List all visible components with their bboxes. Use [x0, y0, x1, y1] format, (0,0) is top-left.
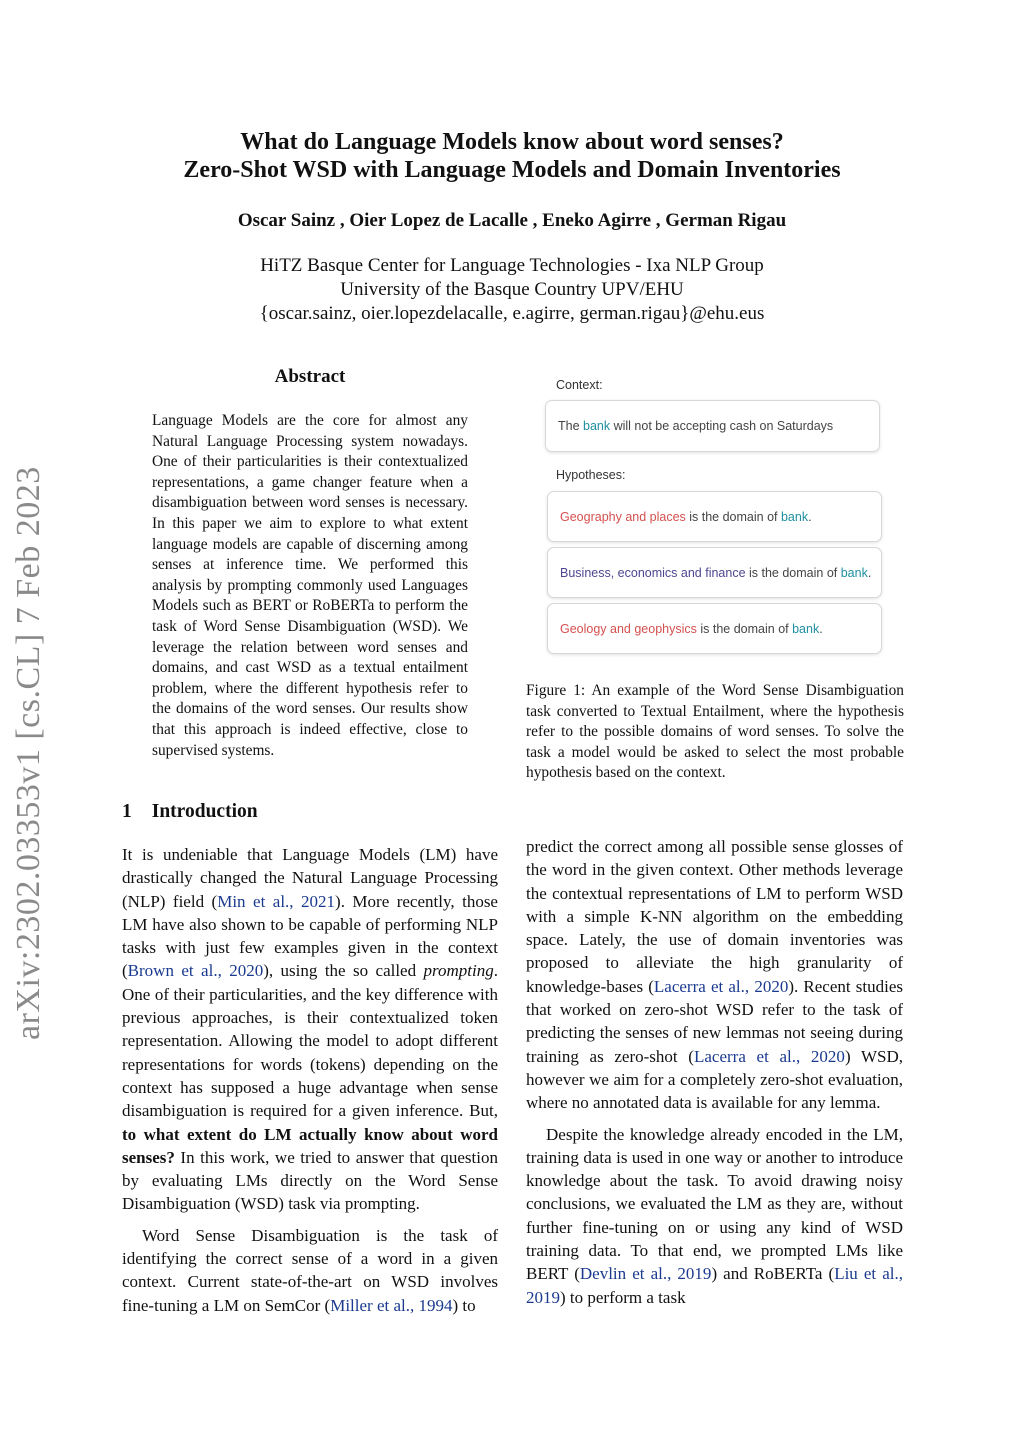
citation-link[interactable]: Lacerra et al., 2020	[653, 976, 789, 996]
section-heading	[122, 801, 258, 823]
context-label: Context:	[556, 378, 603, 392]
hypothesis-box	[547, 547, 882, 598]
hypothesis-domain: Business, economics and finance	[560, 565, 746, 580]
abstract-text: Language Models are the core for almost any Natural Language Processing system nowadays. One of their particularities is their contextualized representations, a game changer feature when a disambiguation between word senses is necessary. In this paper we aim to explore to what extent language models are capable of discerning among senses at inference time. We performed this analysis by prompting commonly used Languages Models such as BERT or RoBERTa to perform the task of Word Sense Disambiguation (WSD). We leverage the relation between word senses and domains, and cast WSD as a textual entailment problem, where the different hypothesis refer to the domains of the word senses. Our results show that this approach is indeed effective, close to supervised systems.	[152, 412, 468, 759]
hypothesis-text: Business, economics and finance is the domain of bank.	[560, 565, 872, 580]
title-line-1: What do Language Models know about word senses?	[240, 129, 784, 155]
hypothesis-domain: Geography and places	[560, 509, 686, 524]
hypothesis-text: Geology and geophysics is the domain of bank.	[560, 621, 823, 636]
affiliation-line-1: HiTZ Basque Center for Language Technologies - Ixa NLP Group	[260, 255, 764, 276]
citation-link[interactable]: Min et al., 2021	[217, 891, 336, 911]
figure-caption: Figure 1: An example of the Word Sense Disambiguation task converted to Textual Entailment, where the hypothesis refer to the possible domains of word senses. To solve the task a model would be asked to select the most probable hypothesis based on the context.	[526, 682, 904, 782]
citation-link[interactable]: Miller et al., 1994	[330, 1295, 453, 1315]
abstract-heading: Abstract	[274, 366, 346, 387]
arxiv-stamp: arXiv:2302.03353v1 [cs.CL] 7 Feb 2023	[10, 466, 47, 1040]
context-box	[545, 400, 880, 452]
title-line-2: Zero-Shot WSD with Language Models and Domain Inventories	[183, 157, 841, 183]
affiliation	[0, 254, 1024, 326]
paragraph: Word Sense Disambiguation is the task of identifying the correct sense of a word in a given context. Current state-of-the-art on WSD involves fine-tuning a LM on SemCor (Miller et al., 1994) to	[122, 1225, 498, 1315]
left-column-body	[122, 843, 498, 1317]
context-sentence: The bank will not be accepting cash on Saturdays	[558, 419, 834, 433]
paragraph: It is undeniable that Language Models (LM) have drastically changed the Natural Language Processing (NLP) field (Min et al., 2021). More recently, those LM have also shown to be capable of performing NLP tasks with just few examples given in the context (Brown et al., 2020), using the so called prompting. One of their particularities, and the key difference with previous approaches, is their contextualized token representation. Allowing the model to adopt different representations for words (tokens) depending on the context has supposed a huge advantage when sense disambiguation is required for a given inference. But, to what extent do LM actually know about word senses? In this work, we tried to answer that question by evaluating LMs directly on the Word Sense Disambiguation (WSD) task via prompting.	[122, 845, 498, 1214]
research-question: to what extent do LM actually know about word senses?	[122, 1124, 498, 1167]
paragraph: Despite the knowledge already encoded in the LM, training data is used in one way or another to introduce knowledge about the task. To avoid drawing noisy conclusions, we evaluated the LM as they are, without further fine-tuning on or using any kind of WSD training data. To that end, we prompted LMs like BERT (Devlin et al., 2019) and RoBERTa (Liu et al., 2019) to perform a task	[526, 1124, 903, 1307]
right-column-body	[526, 835, 903, 1309]
affiliation-emails: {oscar.sainz, oier.lopezdelacalle, e.agirre, german.rigau}@ehu.eus	[259, 303, 765, 324]
hypothesis-text: Geography and places is the domain of bank.	[560, 509, 812, 524]
hypothesis-box	[547, 603, 882, 654]
section-number: 1	[122, 801, 132, 822]
citation-link[interactable]: Liu et al., 2019	[526, 1264, 903, 1307]
hypothesis-domain: Geology and geophysics	[560, 621, 697, 636]
hypothesis-box	[547, 491, 882, 542]
paragraph: predict the correct among all possible sense glosses of the word in the given context. Other methods leverage the contextual representations of LM to perform WSD with a simple K-NN algorithm on the embedding space. Lately, the use of domain inventories was proposed to alleviate the high granularity of knowledge-bases (Lacerra et al., 2020). Recent studies that worked on zero-shot WSD refer to the task of predicting the senses of new lemmas not seeing during training as zero-shot (Lacerra et al., 2020) WSD, however we aim for a completely zero-shot evaluation, where no annotated data is available for any lemma.	[526, 837, 903, 1113]
citation-link[interactable]: Brown et al., 2020	[127, 961, 264, 981]
section-title: Introduction	[151, 801, 258, 822]
paper-title	[0, 128, 1024, 184]
figure-1	[540, 370, 886, 662]
affiliation-line-2: University of the Basque Country UPV/EHU	[340, 279, 684, 300]
target-word: bank	[583, 419, 611, 433]
hypotheses-label: Hypotheses:	[556, 468, 626, 482]
author-list: Oscar Sainz , Oier Lopez de Lacalle , Eneko Agirre , German Rigau	[237, 210, 787, 231]
citation-link[interactable]: Devlin et al., 2019	[579, 1264, 712, 1284]
citation-link[interactable]: Lacerra et al., 2020	[693, 1046, 845, 1066]
